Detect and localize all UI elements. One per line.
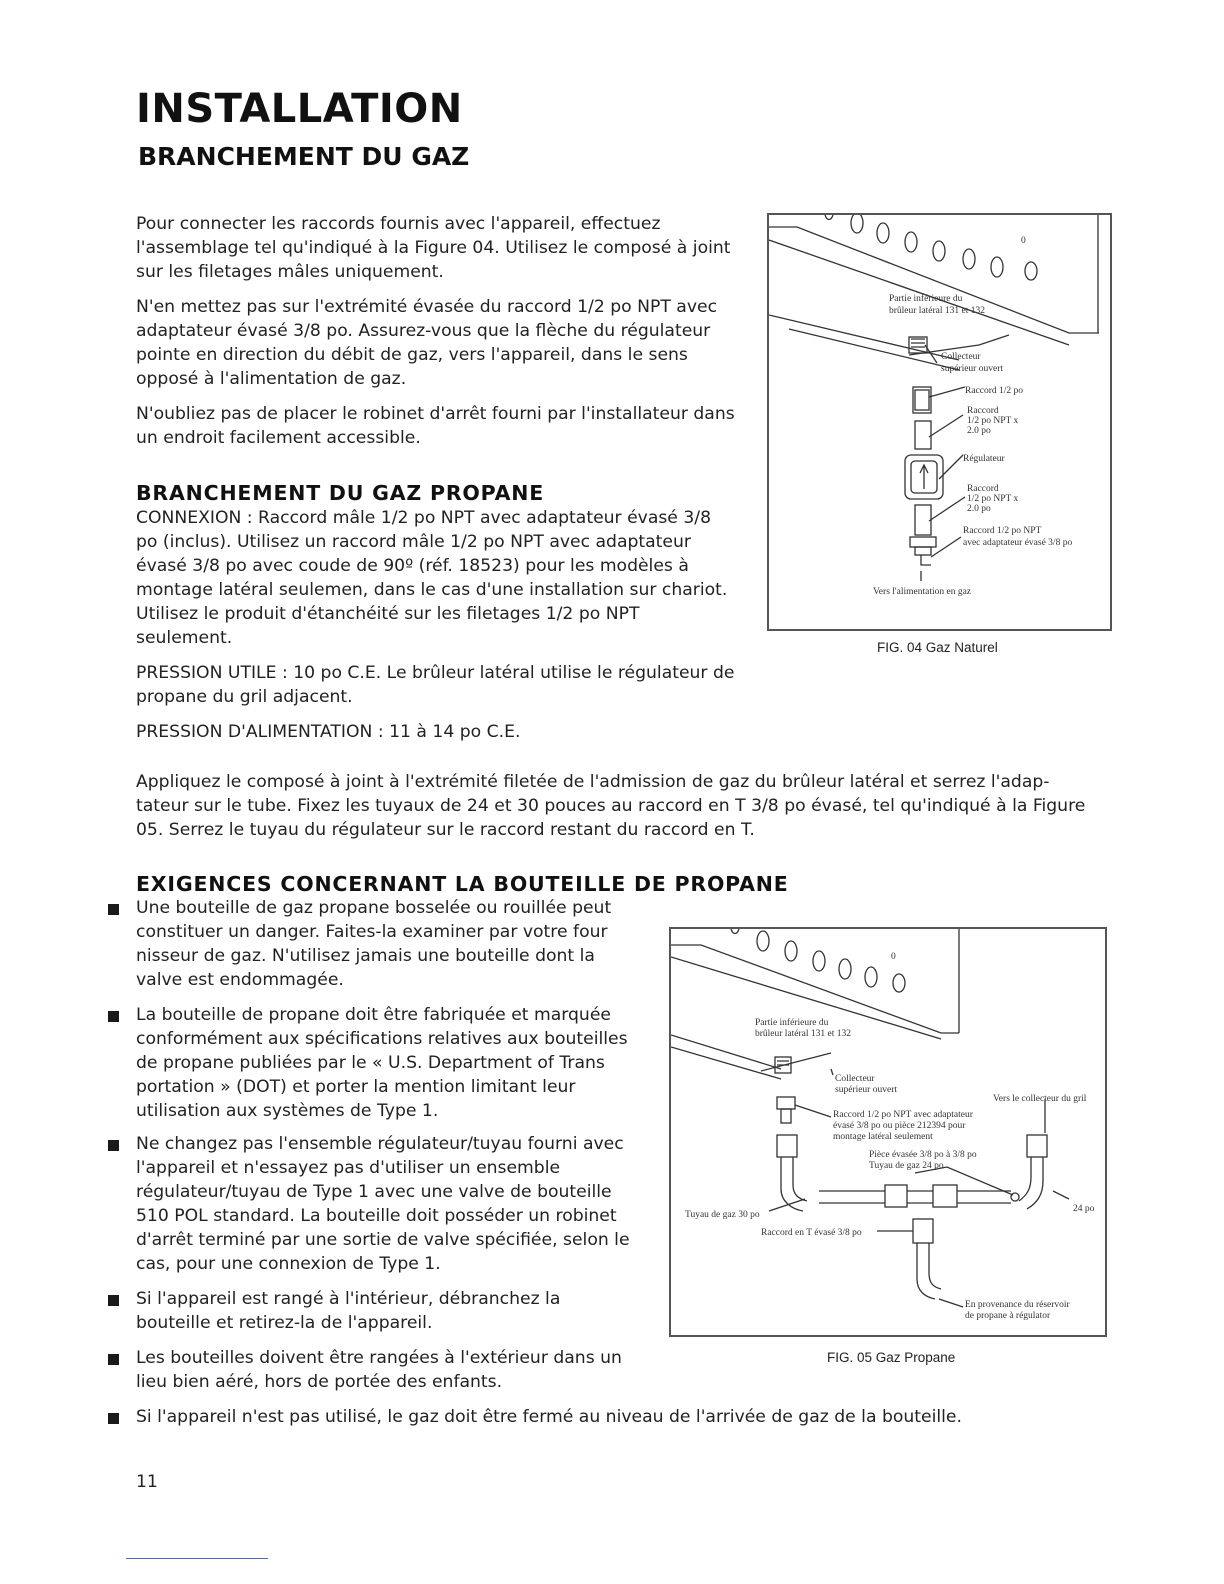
svg-text:0: 0 [1021, 236, 1026, 246]
fig05-caption: FIG. 05 Gaz Propane [827, 1350, 956, 1365]
fig05-label-provenance-b: de propane à régulator [965, 1311, 1051, 1321]
fig05-label-raccord-b: évasé 3/8 po ou pièce 212394 pour [833, 1121, 966, 1131]
exigence-item-2: La bouteille de propane doit être fabriquée et marquée conformément aux spécifications relatives aux bouteilles de propane publiées par le « U.S. Department of Trans portation » (DOT) et porter la mention limitant leur utilisation aux systèmes de Type 1. [136, 1005, 628, 1121]
footer-divider [126, 1558, 268, 1559]
fig05-label-piece-b: Tuyau de gaz 24 po [869, 1161, 944, 1171]
fig05-label-raccord-t: Raccord en T évasé 3/8 po [761, 1228, 862, 1238]
fig04-label-raccord-b: 1/2 po NPT x [967, 416, 1019, 426]
page-number: 11 [136, 1472, 158, 1492]
fig04-label-raccord2-b: 1/2 po NPT x [967, 494, 1019, 504]
fig05-label-24po: 24 po [1073, 1204, 1095, 1214]
fig04-label-raccord-npt: Raccord 1/2 po NPT [963, 526, 1042, 536]
bullet-icon [108, 1413, 119, 1424]
fig05-label-raccord-c: montage latéral seulement [833, 1132, 933, 1142]
intro-paragraph-2: N'en mettez pas sur l'extrémité évasée du raccord 1/2 po NPT avec adaptateur évasé 3/8 po. Assurez-vous que la flèche du régulateur pointe en direction du débit de gaz, vers l'appareil, dans le sens opposé à l'alimentation de gaz. [136, 297, 718, 389]
fig04-label-partie: Partie inférieure du [889, 294, 963, 304]
fig05-label-provenance-a: En provenance du réservoir [965, 1300, 1070, 1310]
exigence-item-1: Une bouteille de gaz propane bosselée ou rouillée peut constituer un danger. Faites-la examiner par votre four nisseur de gaz. N'utilisez jamais une bouteille dont la valve est endommagée. [136, 898, 612, 990]
svg-text:0: 0 [891, 952, 896, 962]
bullet-icon [108, 1140, 119, 1151]
exigence-item-3: Ne changez pas l'ensemble régulateur/tuyau fourni avec l'appareil et n'essayez pas d'utiliser un ensemble régulateur/tuyau de Type 1 avec une valve de bouteille 510 POL standard. La bouteille doit posséder un robinet d'arrêt terminé par une sortie de valve spécifiée, selon le cas, pour une connexion de Type 1. [136, 1134, 630, 1274]
fig04-label-collecteur: Collecteur [941, 352, 981, 362]
section-title: BRANCHEMENT DU GAZ [138, 142, 470, 171]
fig05-label-raccord-a: Raccord 1/2 po NPT avec adaptateur [833, 1110, 973, 1120]
page-title: INSTALLATION [136, 86, 463, 132]
gas-propane-diagram [671, 929, 1105, 1335]
exigences-heading: EXIGENCES CONCERNANT LA BOUTEILLE DE PROPANE [136, 872, 789, 896]
figure-04 [767, 213, 1112, 631]
fig05-label-tuyau30: Tuyau de gaz 30 po [685, 1210, 760, 1220]
fig05-label-collecteur: Collecteur [835, 1074, 875, 1084]
fig05-label-vers-collecteur: Vers le collecteur du gril [993, 1094, 1087, 1104]
fig04-label-vers: Vers l'alimentation en gaz [873, 587, 971, 597]
fig04-label-raccord-npt2: avec adaptateur évasé 3/8 po [963, 538, 1073, 548]
intro-text [136, 212, 736, 450]
intro-paragraph-1: Pour connecter les raccords fournis avec l'appareil, effectuez l'assemblage tel qu'indiqué à la Figure 04. Utilisez le composé à joint sur les filetages mâles uniquement. [136, 214, 731, 282]
bullet-icon [108, 1295, 119, 1306]
pression-alimentation-paragraph: PRESSION D'ALIMENTATION : 11 à 14 po C.E. [136, 722, 521, 742]
fig04-caption: FIG. 04 Gaz Naturel [877, 640, 998, 655]
bullet-icon [108, 904, 119, 915]
exigence-item-5: Les bouteilles doivent être rangées à l'extérieur dans un lieu bien aéré, hors de portée des enfants. [136, 1348, 622, 1392]
figure-05 [669, 927, 1107, 1337]
appliquez-paragraph: Appliquez le composé à joint à l'extrémité filetée de l'admission de gaz du brûleur latéral et serrez l'adap-tateur sur le tube. Fixez les tuyaux de 24 et 30 pouces au raccord en T 3/8 po évasé, tel qu'indiqué à la Figure 05. Serrez le tuyau du régulateur sur le raccord restant du raccord en T. [136, 772, 1086, 840]
propane-heading: BRANCHEMENT DU GAZ PROPANE [136, 481, 545, 505]
fig05-label-piece-a: Pièce évasée 3/8 po à 3/8 po [869, 1150, 977, 1160]
fig04-label-partie2: brûleur latéral 131 et 132 [889, 306, 986, 316]
fig04-label-raccord2-c: 2.0 po [967, 504, 991, 514]
connexion-paragraph: CONNEXION : Raccord mâle 1/2 po NPT avec adaptateur évasé 3/8 po (inclus). Utilisez un raccord mâle 1/2 po NPT avec adaptateur évasé 3/8 po avec coude de 90º (réf. 18523) pour les modèles à montage latéral seulemen, dans le cas d'une installation sur chariot. Utilisez le produit d'étanchéité sur les filetages 1/2 po NPT seulement. [136, 508, 728, 648]
fig05-label-collecteur2: supérieur ouvert [835, 1085, 897, 1095]
fig04-label-raccord2-a: Raccord [967, 484, 999, 494]
intro-paragraph-3: N'oubliez pas de placer le robinet d'arrêt fourni par l'installateur dans un endroit facilement accessible. [136, 404, 735, 448]
bullet-icon [108, 1354, 119, 1365]
fig04-label-collecteur2: supérieur ouvert [941, 364, 1003, 374]
propane-text [136, 506, 736, 744]
fig05-label-partie2: brûleur latéral 131 et 132 [755, 1029, 852, 1039]
bullet-icon [108, 1011, 119, 1022]
exigence-item-4: Si l'appareil est rangé à l'intérieur, débranchez la bouteille et retirez-la de l'appareil. [136, 1289, 561, 1333]
fig04-label-raccord12: Raccord 1/2 po [965, 386, 1024, 396]
fig04-label-regulateur: Régulateur [963, 454, 1005, 464]
gas-natural-diagram [769, 215, 1110, 629]
fig05-label-partie: Partie inférieure du [755, 1018, 829, 1028]
pression-utile-paragraph: PRESSION UTILE : 10 po C.E. Le brûleur latéral utilise le régulateur de propane du gril adjacent. [136, 663, 735, 707]
fig04-label-raccord-a: Raccord [967, 406, 999, 416]
exigence-item-6: Si l'appareil n'est pas utilisé, le gaz doit être fermé au niveau de l'arrivée de gaz de la bouteille. [136, 1407, 962, 1427]
fig04-label-raccord-c: 2.0 po [967, 426, 991, 436]
